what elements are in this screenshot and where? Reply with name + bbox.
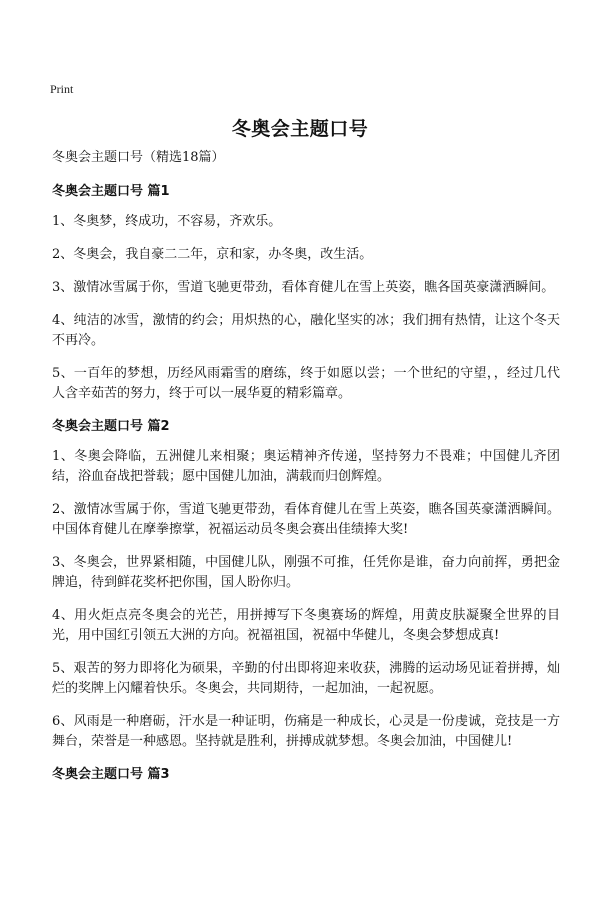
section-heading: 冬奥会主题口号 篇1 xyxy=(52,184,170,199)
slogan-paragraph: 2、激情冰雪属于你，雪道飞驰更带劲，看体育健儿在雪上英姿，瞧各国英豪潇洒瞬间。中国体育健儿在摩拳擦掌，祝福运动员冬奥会赛出佳绩捧大奖! xyxy=(52,502,560,537)
document-content xyxy=(52,148,560,795)
document-title: 冬奥会主题口号 xyxy=(231,118,369,140)
section-1 xyxy=(52,182,560,404)
slogan-paragraph: 4、用火炬点亮冬奥会的光芒，用拼搏写下冬奥赛场的辉煌，用黄皮肤凝聚全世界的目光，用中国红引领五大洲的方向。祝福祖国，祝福中华健儿，冬奥会梦想成真! xyxy=(52,608,560,643)
section-heading: 冬奥会主题口号 篇2 xyxy=(52,419,170,434)
document-subtitle: 冬奥会主题口号（精选18篇） xyxy=(52,150,225,165)
section-2 xyxy=(52,417,560,752)
slogan-paragraph: 5、一百年的梦想，历经风雨霜雪的磨练，终于如愿以尝；一个世纪的守望，，经过几代人含辛茹苦的努力，终于可以一展华夏的精彩篇章。 xyxy=(52,366,560,401)
print-label: Print xyxy=(50,82,74,96)
slogan-paragraph: 4、纯洁的冰雪，激情的约会；用炽热的心，融化坚实的冰；我们拥有热情，让这个冬天不再冷。 xyxy=(52,313,560,348)
slogan-paragraph: 3、激情冰雪属于你，雪道飞驰更带劲，看体育健儿在雪上英姿，瞧各国英豪潇洒瞬间。 xyxy=(52,280,555,295)
slogan-paragraph: 6、风雨是一种磨砺，汗水是一种证明，伤痛是一种成长，心灵是一份虔诚，竞技是一方舞台，荣誉是一种感恩。坚持就是胜利，拼搏成就梦想。冬奥会加油，中国健儿! xyxy=(52,714,560,749)
slogan-paragraph: 1、冬奥梦，终成功，不容易，齐欢乐。 xyxy=(52,214,282,229)
section-heading: 冬奥会主题口号 篇3 xyxy=(52,767,170,782)
slogan-paragraph: 3、冬奥会，世界紧相随，中国健儿队，刚强不可推，任凭你是谁，奋力向前挥，勇把金牌追，待到鲜花奖杯把你围，国人盼你归。 xyxy=(52,555,560,590)
section-3 xyxy=(52,765,560,785)
slogan-paragraph: 2、冬奥会，我自豪二二年，京和家，办冬奥，改生活。 xyxy=(52,247,373,262)
slogan-paragraph: 1、冬奥会降临，五洲健儿来相聚；奥运精神齐传递，坚持努力不畏难；中国健儿齐团结，浴血奋战把誉载；愿中国健儿加油，满载而归创辉煌。 xyxy=(52,449,560,484)
slogan-paragraph: 5、艰苦的努力即将化为硕果，辛勤的付出即将迎来收获，沸腾的运动场见证着拼搏，灿烂的奖牌上闪耀着快乐。冬奥会，共同期待，一起加油，一起祝愿。 xyxy=(52,661,560,696)
